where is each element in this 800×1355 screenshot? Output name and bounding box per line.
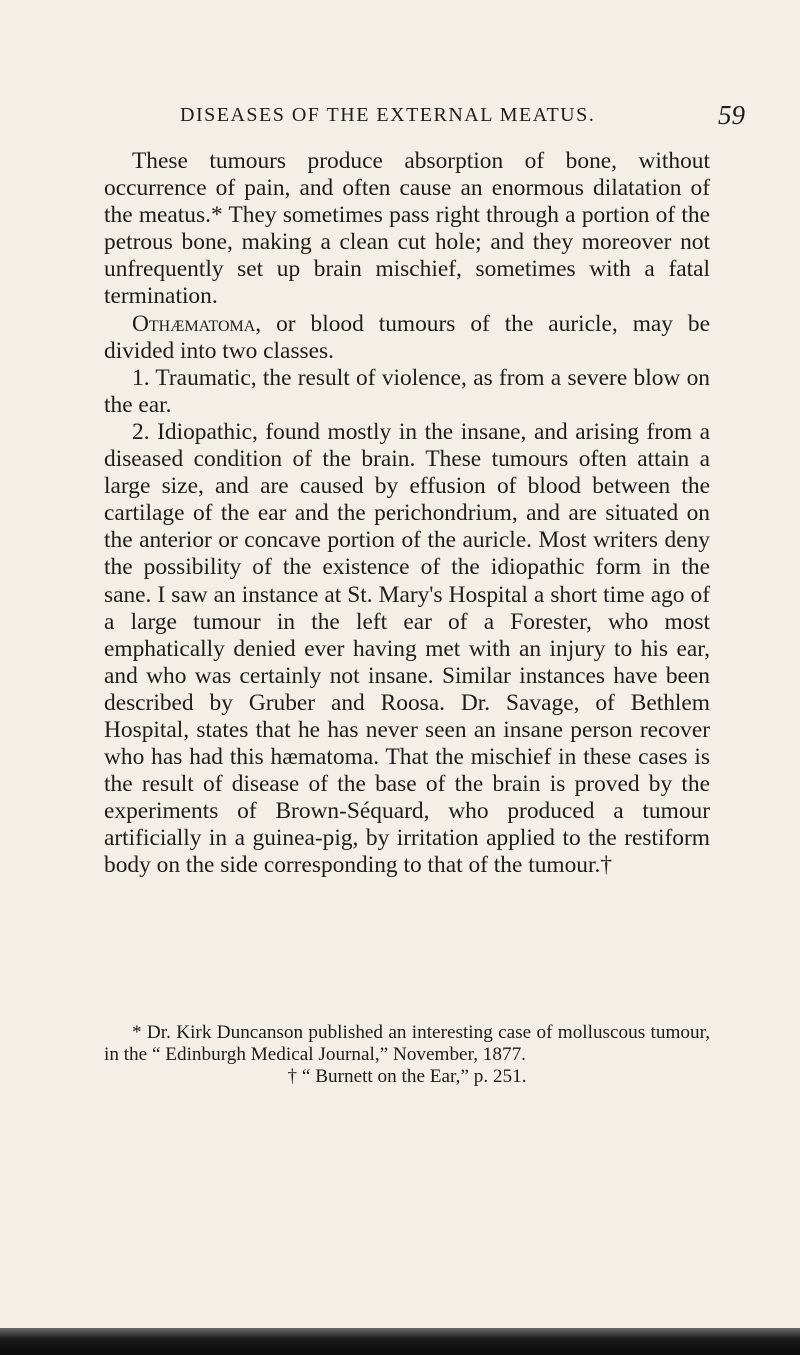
paragraph-othaematoma: [104, 311, 710, 365]
paragraph-tumours: These tumours produce absorption of bone, without occurrence of pain, and often cause an enormous dilatation of the meatus.* They sometimes pass right through a portion of the petrous bone, making a clean cut hole; and they moreover not unfrequently set up brain mischief, sometimes with a fatal termination.: [104, 148, 710, 310]
term-othaematoma: Othæmatoma: [132, 310, 256, 337]
running-head: DISEASES OF THE EXTERNAL MEATUS.: [180, 104, 596, 126]
footnote-duncanson: * Dr. Kirk Duncanson published an interesting case of molluscous tumour, in the “ Edinburgh Medical Journal,” November, 1877.: [104, 1022, 710, 1065]
footnotes: [104, 1022, 710, 1088]
page-number: 59: [718, 100, 745, 130]
paragraph-othaematoma-text: , or blood tumours of the auricle, may be divided into two classes.: [104, 310, 710, 364]
footnote-burnett: † “ Burnett on the Ear,” p. 251.: [287, 1066, 527, 1087]
scan-bottom-edge: [0, 1328, 800, 1355]
paragraph-idiopathic: 2. Idiopathic, found mostly in the insane, and arising from a diseased condition of the brain. These tumours often attain a large size, and are caused by effusion of blood between the cartilage of the ear and the perichondrium, and are situated on the anterior or concave portion of the auricle. Most writers deny the possibility of the existence of the idiopathic form in the sane. I saw an instance at St. Mary's Hospital a short time ago of a large tumour in the left ear of a Forester, who most emphatically denied ever having met with an injury to his ear, and who was certainly not insane. Similar instances have been described by Gruber and Roosa. Dr. Savage, of Bethlem Hospital, states that he has never seen an insane person recover who has had this hæmatoma. That the mischief in these cases is the result of disease of the base of the brain is proved by the experiments of Brown-Séquard, who produced a tumour artificially in a guinea-pig, by irritation applied to the restiform body on the side corresponding to that of the tumour.†: [104, 418, 710, 879]
body-text: [104, 148, 710, 880]
paragraph-traumatic: 1. Traumatic, the result of violence, as from a severe blow on the ear.: [104, 364, 710, 418]
